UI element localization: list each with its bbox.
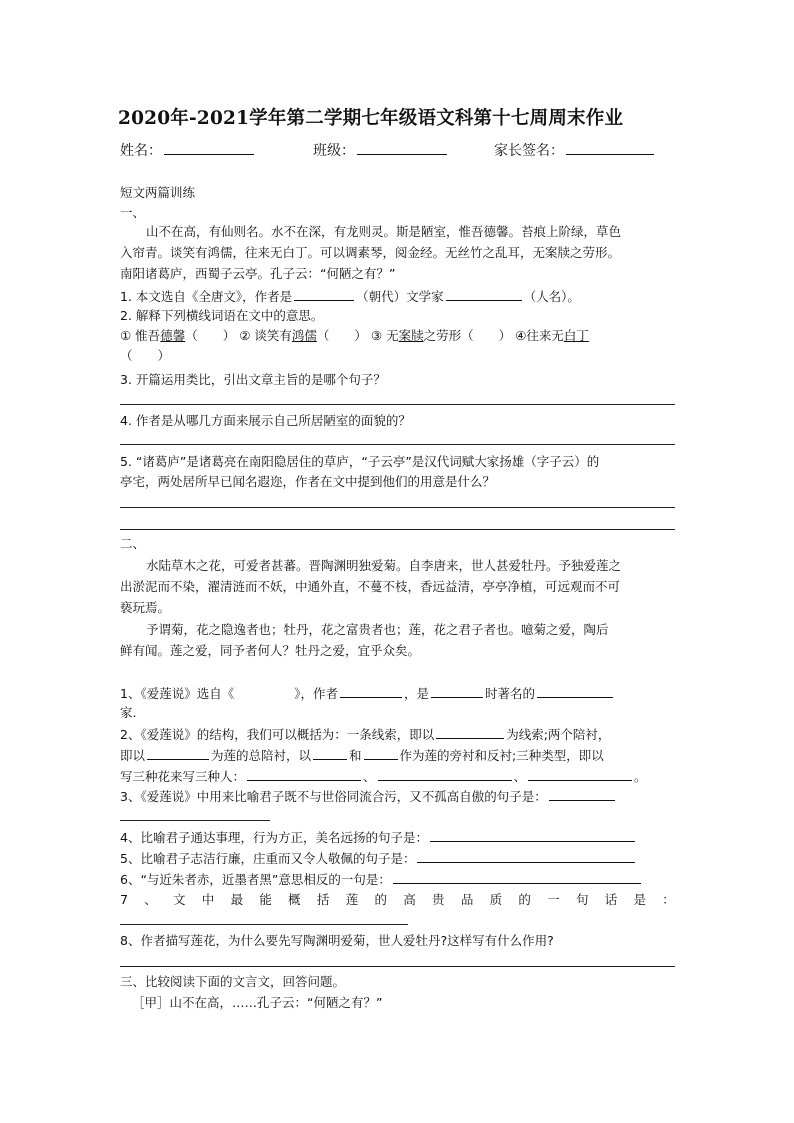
answer-blank[interactable] <box>393 869 641 884</box>
p1-question-5-cont: 亭宅，两处居所早已闻名遐迩，作者在文中提到他们的用意是什么？ <box>120 474 496 489</box>
answer-blank[interactable] <box>364 745 398 760</box>
p2-q3-text: 3、《爱莲说》中用来比喻君子既不与世俗同流合污，又不孤高自傲的句子是： <box>120 789 547 804</box>
p2-question-3 <box>120 786 675 806</box>
p2-q2-text: 和 <box>349 748 362 763</box>
q7-char: 莲 <box>345 892 359 907</box>
class-field[interactable] <box>313 140 449 160</box>
q2-item-d: ④往来无 <box>515 328 564 343</box>
q2-blank-d[interactable]: （ ） <box>120 348 171 363</box>
answer-blank[interactable] <box>340 683 402 698</box>
q7-char: 7 <box>120 892 128 907</box>
q7-char: 文 <box>173 892 186 907</box>
answer-blank[interactable] <box>537 683 613 698</box>
p2-question-5 <box>120 848 675 868</box>
q7-char: 话 <box>604 892 618 907</box>
q2-item-a: ① 惟吾 <box>120 328 161 343</box>
answer-line[interactable] <box>120 820 270 821</box>
part1-passage-line: 山不在高，有仙则名。水不在深，有龙则灵。斯是陋室，惟吾德馨。苔痕上阶绿，草色 <box>146 224 622 239</box>
p2-q2-text: 写三种花来写三种人： <box>120 769 246 784</box>
q2-item-c: ③ 无 <box>370 328 399 343</box>
name-label: 姓名： <box>120 143 162 159</box>
p2-q2-end: 。 <box>634 769 647 784</box>
p2-q1-text-d: 时著名的 <box>485 686 536 701</box>
p2-q2-text: 2、《爱莲说》的结构，我们可以概括为：一条线索，即以 <box>120 727 435 742</box>
answer-blank[interactable] <box>378 766 512 781</box>
q7-char: 概 <box>288 892 301 907</box>
name-field[interactable] <box>120 140 256 160</box>
part1-label: 一、 <box>120 205 146 220</box>
p2-question-2-cont <box>120 745 675 765</box>
q7-char: 是 <box>633 892 647 907</box>
answer-line[interactable] <box>120 404 675 405</box>
p2-q5-text: 5、比喻君子志洁行廉，庄重而又令人敬佩的句子是： <box>120 851 416 866</box>
p1-q1-text-b: （朝代）文学家 <box>356 289 444 304</box>
p2-q2-text: 为莲的总陪衬，以 <box>211 748 312 763</box>
p1-question-1 <box>120 286 675 306</box>
answer-blank[interactable] <box>294 286 354 301</box>
answer-line[interactable] <box>120 924 408 925</box>
q7-char: 中 <box>201 892 215 907</box>
p2-question-1-cont: 家. <box>120 705 137 720</box>
answer-blank[interactable] <box>147 745 209 760</box>
q7-char: 贵 <box>432 892 445 907</box>
p2-question-2-cont <box>120 766 675 786</box>
q7-char: 句 <box>575 892 589 907</box>
q7-char: 能 <box>259 892 272 907</box>
part2-label: 二、 <box>120 536 146 551</box>
q2-word-d: 白丁 <box>563 328 589 343</box>
q7-char: 高 <box>403 892 416 907</box>
p2-question-7 <box>120 890 675 909</box>
p2-question-1 <box>120 683 675 703</box>
name-blank[interactable] <box>164 140 254 155</box>
q7-char: 一 <box>547 892 560 907</box>
q7-char: 品 <box>460 892 474 907</box>
q7-char: 的 <box>374 892 387 907</box>
p1-question-5: 5. “诸葛庐”是诸葛亮在南阳隐居住的草庐，“子云亭”是汉代词赋大家扬雄（字子云）的 <box>120 454 600 469</box>
answer-line[interactable] <box>120 444 675 445</box>
p2-q1-text-c: ，是 <box>403 686 429 701</box>
part2-passage-line: 出淤泥而不染，濯清涟而不妖，中通外直，不蔓不枝，香远益清，亭亭净植，可远观而不可 <box>120 579 621 594</box>
q2-blank-c[interactable]: 之劳形（ ） <box>423 328 512 343</box>
answer-blank[interactable] <box>549 786 615 801</box>
parent-label: 家长签名： <box>494 143 564 159</box>
part2-passage-line: 水陆草木之花，可爱者甚蕃。晋陶渊明独爱菊。自李唐来，世人甚爱牡丹。予独爱莲之 <box>146 558 622 573</box>
answer-blank[interactable] <box>313 745 347 760</box>
part1-passage-line: 入帘青。谈笑有鸿儒，往来无白丁。可以调素琴，阅金经。无丝竹之乱耳，无案牍之劳形。 <box>120 245 621 260</box>
q2-blank-b[interactable]: （ ） <box>316 328 367 343</box>
part3-label: 三、比较阅读下面的文言文，回答问题。 <box>120 974 346 989</box>
answer-line[interactable] <box>120 529 675 530</box>
p2-q2-sep: 、 <box>363 769 376 784</box>
p2-q6-text: 6、“与近朱者赤，近墨者黑”意思相反的一句是： <box>120 872 391 887</box>
parent-signature-field[interactable] <box>494 140 656 160</box>
answer-line[interactable] <box>120 507 675 508</box>
p1-question-2: 2. 解释下列横线词语在文中的意思。 <box>120 308 324 323</box>
q7-char: ： <box>662 892 675 907</box>
p2-q2-text: 即以 <box>120 748 146 763</box>
section-heading: 短文两篇训练 <box>120 185 196 200</box>
parent-blank[interactable] <box>566 140 654 155</box>
class-label: 班级： <box>313 143 355 159</box>
p2-q2-text: 为线索;两个陪衬， <box>506 727 611 742</box>
q2-blank-a[interactable]: （ ） <box>185 328 236 343</box>
p2-q2-sep: 、 <box>513 769 527 784</box>
q2-word-a: 德馨 <box>160 328 186 343</box>
p1-q2-items <box>120 326 675 345</box>
part3-passage-ref: ［甲］山不在高，……孔子云：“何陋之有？” <box>132 995 383 1010</box>
answer-blank[interactable] <box>528 766 632 781</box>
answer-blank[interactable] <box>446 286 522 301</box>
p2-q2-text: 作为莲的旁衬和反衬;三种类型，即以 <box>399 748 604 763</box>
page-title: 2020年-2021学年第二学期七年级语文科第十七周周末作业 <box>118 108 624 129</box>
q2-word-c: 案牍 <box>398 328 424 343</box>
q7-char: 括 <box>316 892 330 907</box>
q7-char: 最 <box>230 892 244 907</box>
q7-char: 的 <box>518 892 531 907</box>
answer-blank[interactable] <box>430 827 635 842</box>
p2-q4-text: 4、比喻君子通达事理，行为方正，美名远扬的句子是： <box>120 830 428 845</box>
q2-word-b: 鸿儒 <box>291 328 317 343</box>
p2-q1-text-a: 1、《爱莲说》选自《 <box>120 686 235 701</box>
answer-blank[interactable] <box>436 724 504 739</box>
p1-q1-text-c: （人名）。 <box>523 289 580 304</box>
p1-q1-text-a: 1. 本文选自《全唐文》，作者是 <box>120 289 293 304</box>
part2-passage-line: 亵玩焉。 <box>120 600 171 615</box>
p2-question-2 <box>120 724 675 744</box>
answer-blank[interactable] <box>431 683 483 698</box>
p1-question-3: 3. 开篇运用类比，引出文章主旨的是哪个句子？ <box>120 372 386 387</box>
p2-q1-text-b: 》，作者 <box>294 686 338 701</box>
q7-char: 、 <box>144 892 157 907</box>
part2-passage-line: 予谓菊，花之隐逸者也；牡丹，花之富贵者也；莲，花之君子者也。噫菊之爱，陶后 <box>146 622 609 637</box>
p2-question-6 <box>120 869 675 889</box>
q2-item-b: ② 谈笑有 <box>239 328 292 343</box>
answer-line[interactable] <box>120 966 675 967</box>
class-blank[interactable] <box>357 140 447 155</box>
part1-passage-line: 南阳诸葛庐，西蜀子云亭。孔子云：“何陋之有？” <box>120 266 396 281</box>
answer-blank[interactable] <box>417 848 635 863</box>
q7-char: 质 <box>489 892 503 907</box>
p2-question-4 <box>120 827 675 847</box>
p2-question-8: 8、作者描写莲花，为什么要先写陶渊明爱菊，世人爱牡丹?这样写有什么作用? <box>120 933 554 948</box>
answer-blank[interactable] <box>247 766 361 781</box>
p1-question-4: 4. 作者是从哪几方面来展示自己所居陋室的面貌的？ <box>120 413 411 428</box>
part2-passage-line: 鲜有闻。莲之爱，同予者何人？牡丹之爱，宜乎众矣。 <box>120 643 421 658</box>
